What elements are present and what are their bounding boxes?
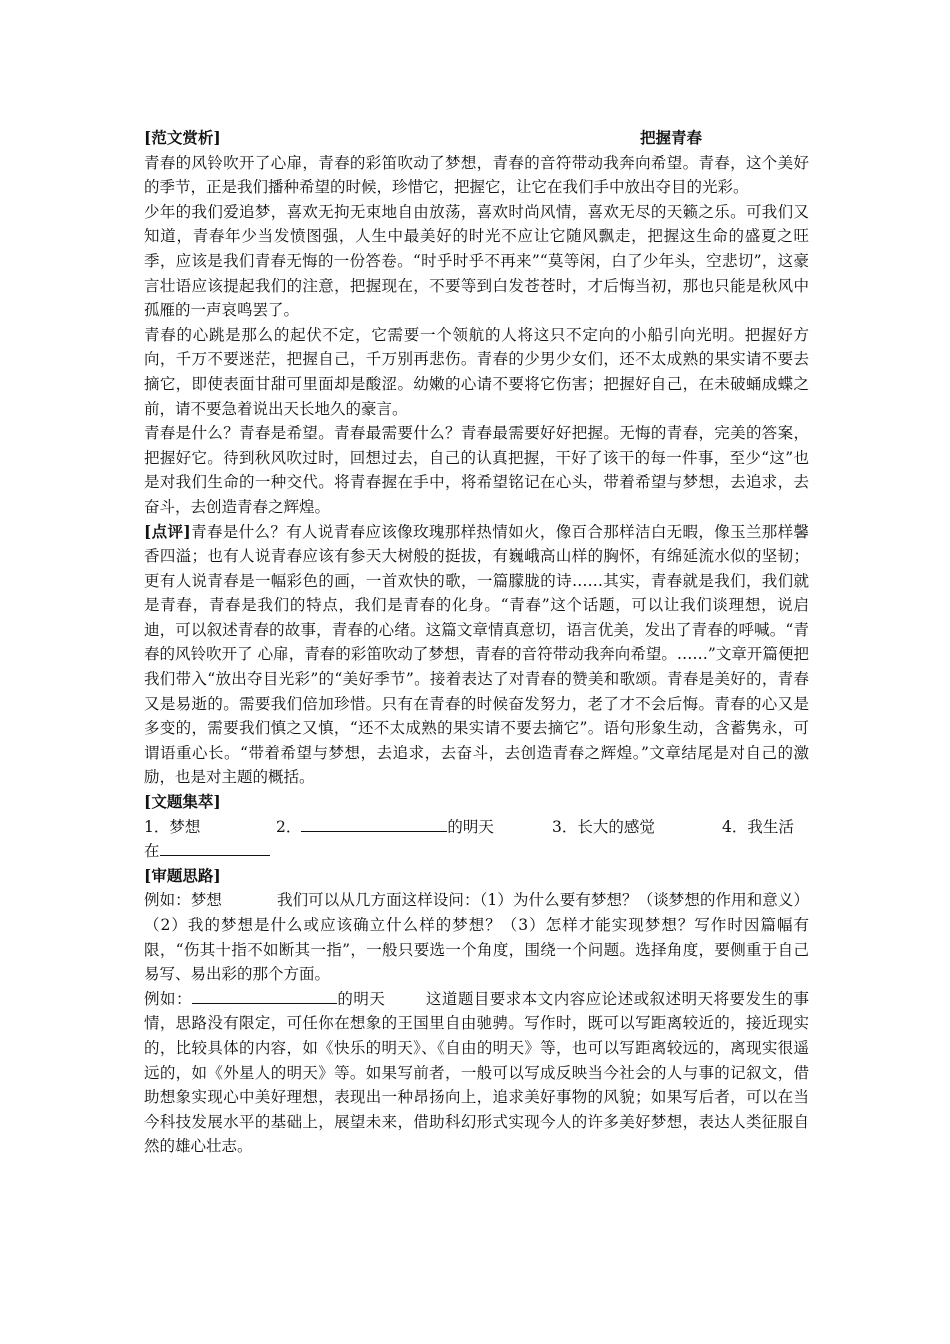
example-1-text: 我们可以从几方面这样设问：（1）为什么要有梦想？（谈梦想的作用和意义）（2）我的梦想是什么或应该确立什么样的梦想？（3）怎样才能实现梦想？写作时因篇幅有限，“伤其十指不如断其一指”，一般只要选一个角度，围绕一个问题。选择角度，要侧重于自己易写、易出彩的那个方面。: [144, 891, 809, 984]
example-2-mid: 的明天: [336, 989, 386, 1008]
topic-4-cont-text: 在: [144, 842, 160, 861]
document-page: [144, 126, 809, 1159]
topic-4-blank: [160, 839, 270, 856]
topic-2-suffix: 的明天: [447, 817, 494, 836]
section-header-model-essay: [范文赏析]: [144, 128, 221, 147]
comment-text: 青春是什么？有人说青春应该像玫瑰那样热情如火，像百合那样洁白无暇，像玉兰那样馨香四溢；也有人说青春应该有参天大树般的挺拔，有巍峨高山样的胸怀，有绵延流水似的坚韧；更有人说青春是一幅彩色的画，一首欢快的歌，一篇朦胧的诗……其实，青春就是我们，我们就是青春，青春是我们的特点，我们是青春的化身。“青春”这个话题，可以让我们谈理想，说启迪，可以叙述青春的故事，青春的心绪。这篇文章情真意切，语言优美，发出了青春的呼喊。“青春的风铃吹开了 心扉，青春的彩笛吹动了梦想，青春的音符带动我奔向希望。……”文章开篇便把我们带入“放出夺目光彩”的“美好季节”。接着表达了对青春的赞美和歌颂。青春是美好的，青春又是易逝的。需要我们倍加珍惜。只有在青春的时候奋发努力，老了才不会后悔。青春的心又是多变的，需要我们慎之又慎，“还不太成熟的果实请不要去摘它”。语句形象生动，含蓄隽永，可谓语重心长。“带着希望与梦想，去追求，去奋斗，去创造青春之辉煌。”文章结尾是对自己的激励，也是对主题的概括。: [144, 522, 809, 787]
topic-list: [144, 815, 809, 840]
topic-2: [276, 815, 494, 840]
section-title-row: [144, 126, 809, 151]
topic-4-continued: [144, 839, 809, 864]
essay-paragraph-2: 少年的我们爱追梦，喜欢无拘无束地自由放荡，喜欢时尚风情，喜欢无尽的天籁之乐。可我们又知道，青春年少当发愤图强，人生中最美好的时光不应让它随风飘走，把握这生命的盛夏之旺季，应该是我们青春无悔的一份答卷。“时乎时乎不再来”“莫等闲，白了少年头，空悲切”，这豪言壮语应该提起我们的注意，把握现在，不要等到白发苍苍时，才后悔当初，那也只能是秋风中孤雁的一声哀鸣罢了。: [144, 202, 809, 320]
analysis-example-2: [144, 987, 809, 1159]
analysis-example-1: [144, 888, 809, 986]
topic-1: 1．梦想: [144, 817, 201, 836]
topic-4: 4．我生活: [722, 817, 794, 836]
comment-paragraph: [144, 520, 809, 791]
comment-label: [点评]: [144, 521, 191, 541]
essay-paragraph-3: 青春的心跳是那么的起伏不定，它需要一个领航的人将这只不定向的小船引向光明。把握好方向，千万不要迷茫，把握自己，千万别再悲伤。青春的少男少女们，还不太成熟的果实请不要去摘它，即使表面甘甜可里面却是酸涩。幼嫩的心请不要将它伤害；把握好自己，在未破蛹成蝶之前，请不要急着说出天长地久的豪言。: [144, 325, 809, 418]
essay-title: 把握青春: [640, 128, 703, 147]
topic-2-blank: [301, 815, 447, 832]
section-header-analysis: [审题思路]: [144, 865, 221, 885]
section-header-topics: [文题集萃]: [144, 792, 221, 812]
example-2-prefix: 例如：: [144, 989, 192, 1008]
topic-3: 3．长大的感觉: [552, 817, 655, 836]
topic-2-number: 2．: [276, 817, 302, 836]
example-1-prefix: 例如：梦想: [144, 891, 222, 910]
essay-paragraph-1: 青春的风铃吹开了心扉，青春的彩笛吹动了梦想，青春的音符带动我奔向希望。青春，这个美好的季节，正是我们播种希望的时候，珍惜它，把握它，让它在我们手中放出夺目的光彩。: [144, 153, 809, 197]
example-2-blank: [192, 987, 337, 1004]
essay-paragraph-4: 青春是什么？青春是希望。青春最需要什么？青春最需要好好把握。无悔的青春，完美的答案，把握好它。待到秋风吹过时，回想过去，自己的认真把握，干好了该干的每一件事，至少“这”也是对我们生命的一种交代。将青春握在手中，将希望铭记在心头，带着希望与梦想，去追求，去奋斗，去创造青春之辉煌。: [144, 424, 809, 516]
example-2-text: 这道题目要求本文内容应论述或叙述明天将要发生的事情，思路没有限定，可任你在想象的王国里自由驰骋。写作时，既可以写距离较近的，接近现实的，比较具体的内容，如《快乐的明天》、《自由的明天》等，也可以写距离较远的，离现实很遥远的，如《外星人的明天》等。如果写前者，一般可以写成反映当今社会的人与事的记叙文，借助想象实现心中美好理想，表现出一种昂扬向上，追求美好事物的风貌；如果写后者，可以在当今科技发展水平的基础上，展望未来，借助科幻形式实现今人的许多美好梦想，表达人类征服自然的雄心壮志。: [144, 989, 809, 1156]
